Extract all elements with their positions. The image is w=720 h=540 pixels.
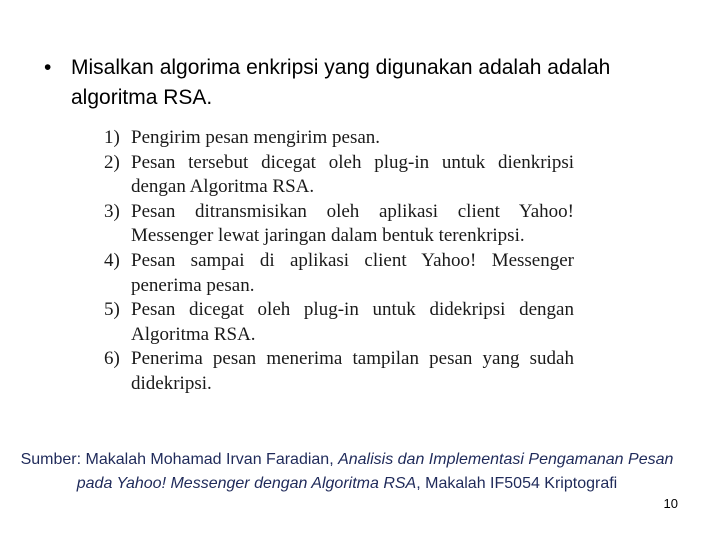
step-text: Penerima pesan menerima tampilan pesan yang sudah didekripsi.: [131, 348, 574, 394]
source-prefix: Sumber: Makalah Mohamad Irvan Faradian,: [20, 451, 339, 468]
steps-list: [104, 126, 574, 397]
source-suffix: , Makalah IF5054 Kriptografi: [416, 475, 618, 492]
step-number: 5): [104, 299, 120, 321]
step-number: 2): [104, 151, 120, 173]
page-number: 10: [663, 496, 678, 511]
bullet-point: [44, 53, 664, 113]
step-item-2: [104, 151, 574, 200]
bullet-text: Misalkan algorima enkripsi yang digunakan adalah adalah algoritma RSA.: [71, 56, 611, 109]
step-text: Pesan sampai di aplikasi client Yahoo! Messenger penerima pesan.: [131, 249, 574, 296]
source-citation: [4, 448, 690, 496]
step-item-5: [104, 298, 574, 347]
step-text: Pesan tersebut dicegat oleh plug-in untuk dienkripsi dengan Algoritma RSA.: [131, 151, 574, 198]
step-number: 3): [104, 200, 120, 222]
step-text: Pesan ditransmisikan oleh aplikasi client Yahoo! Messenger lewat jaringan dalam bentuk terenkripsi.: [131, 200, 574, 247]
step-number: 6): [104, 348, 120, 370]
step-number: 1): [104, 127, 120, 148]
step-number: 4): [104, 249, 120, 271]
step-item-4: [104, 249, 574, 298]
step-text: Pengirim pesan mengirim pesan.: [131, 127, 381, 148]
step-item-1: [104, 126, 574, 151]
step-item-6: [104, 347, 574, 396]
bullet-symbol: •: [44, 56, 52, 79]
source-title: Analisis dan Implementasi Pengamanan Pesan pada Yahoo! Messenger dengan Algoritma RSA: [76, 451, 674, 492]
step-text: Pesan dicegat oleh plug-in untuk didekripsi dengan Algoritma RSA.: [131, 299, 574, 345]
step-item-3: [104, 200, 574, 249]
